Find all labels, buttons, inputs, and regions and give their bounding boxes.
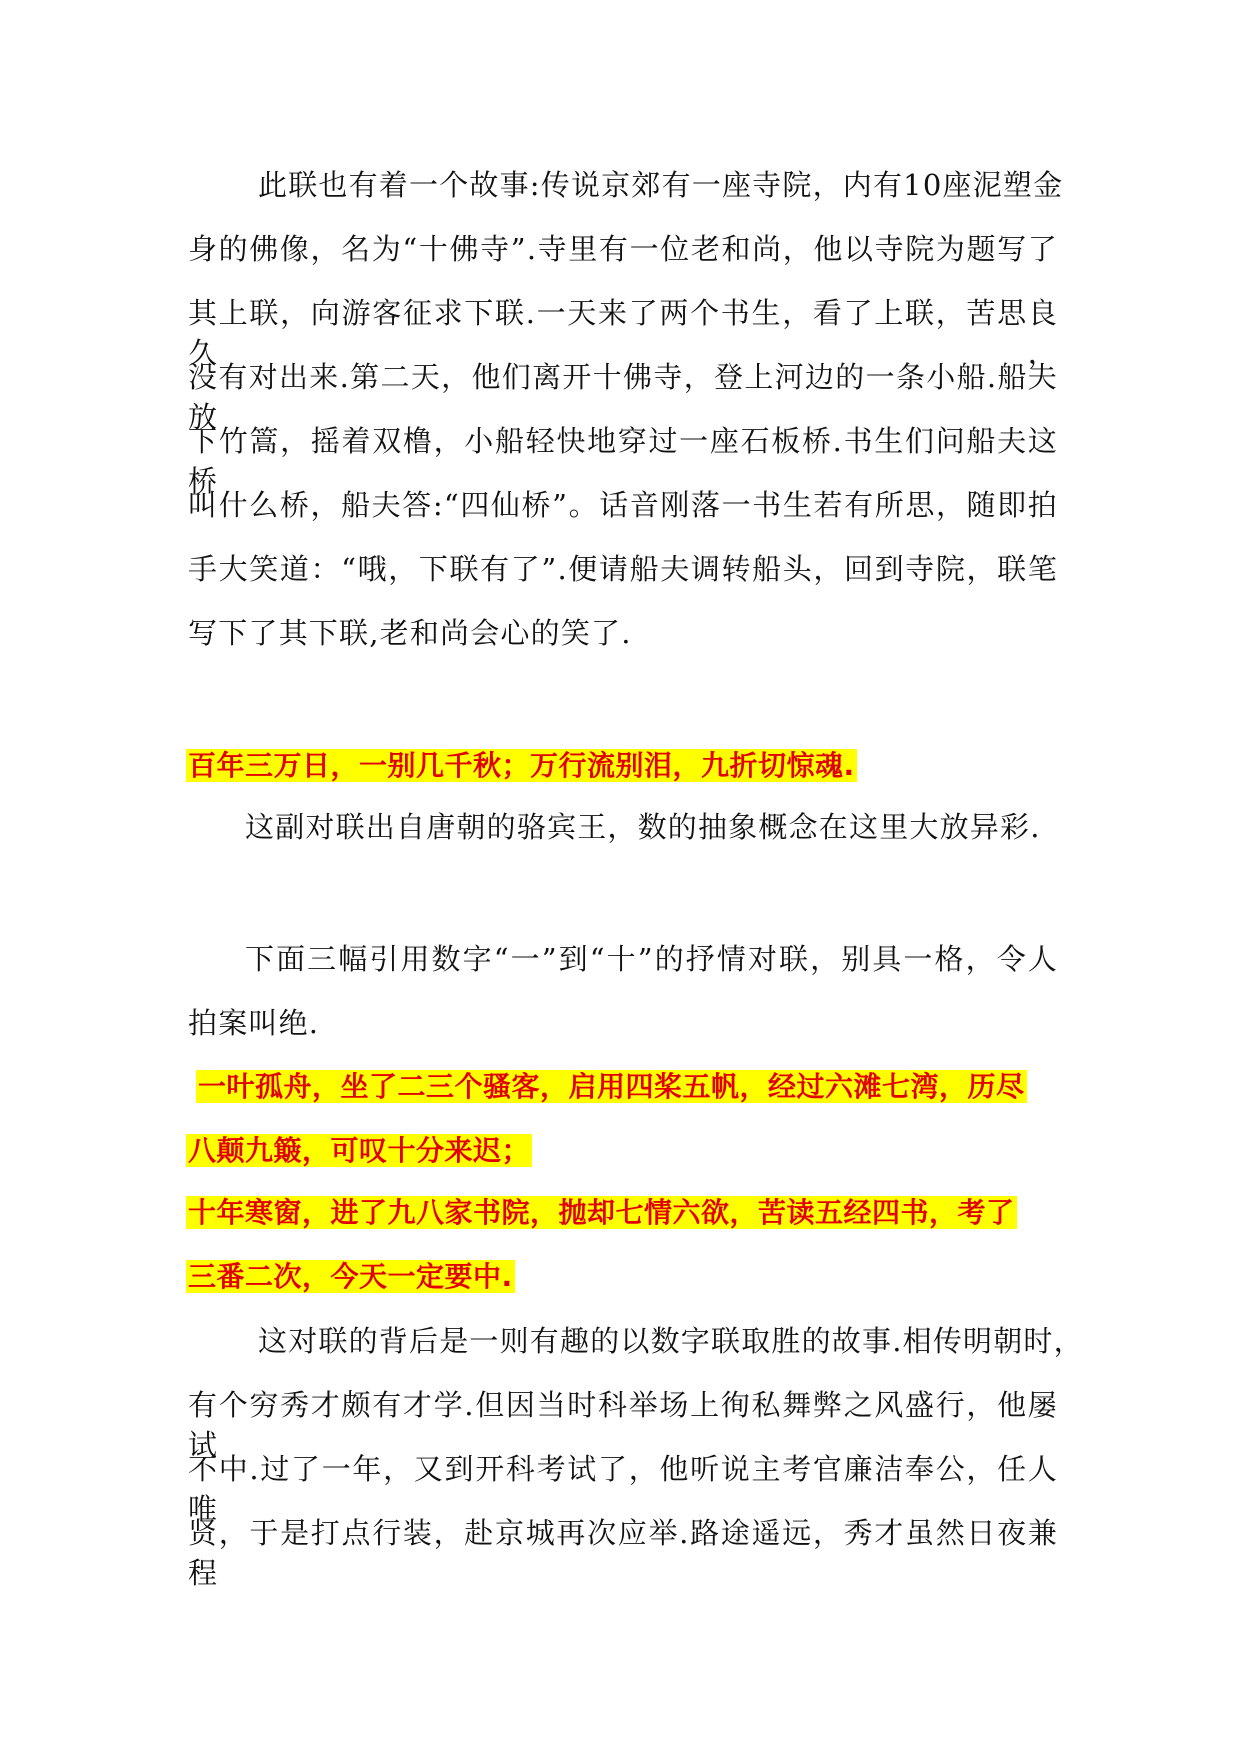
couplet1 <box>186 745 1056 785</box>
couplet2-lower-highlight-2: 三番二次，今天一定要中. <box>188 1260 513 1293</box>
story1-line-7: 手大笑道：“哦，下联有了”.便请船夫调转船头，回到寺院，联笔 <box>188 552 1058 586</box>
story2-line-1: 这对联的背后是一则有趣的以数字联取胜的故事.相传明朝时， <box>258 1324 1084 1358</box>
couplet2-lower-highlight-1: 十年寒窗，进了九八家书院，抛却七情六欲，苦读五经四书，考了 <box>188 1196 1015 1229</box>
intro-line-1: 下面三幅引用数字“一”到“十”的抒情对联，别具一格，令人 <box>245 942 1058 976</box>
couplet2-upper-highlight-2: 八颠九簸，可叹十分来迟； <box>188 1134 531 1167</box>
couplet2-upper-line-2 <box>186 1130 1056 1170</box>
intro-line-2: 拍案叫绝. <box>188 1006 320 1040</box>
couplet1-highlight: 百年三万日，一别几千秋；万行流别泪，九折切惊魂. <box>188 749 855 782</box>
couplet2-lower-line-2 <box>186 1256 1056 1296</box>
story1-line-4: 没有对出来.第二天，他们离开十佛寺，登上河边的一条小船.船夫放 <box>188 360 1058 434</box>
couplet2-upper-line-1 <box>196 1066 1066 1106</box>
story1-line-1: 此联也有着一个故事:传说京郊有一座寺院，内有10座泥塑金 <box>258 168 1064 202</box>
story1-line-3: 其上联，向游客征求下联.一天来了两个书生，看了上联，苦思良久， <box>188 296 1058 370</box>
note1: 这副对联出自唐朝的骆宾王，数的抽象概念在这里大放异彩. <box>245 810 1041 844</box>
story1-line-2: 身的佛像，名为“十佛寺”.寺里有一位老和尚，他以寺院为题写了 <box>188 232 1058 266</box>
couplet2-upper-highlight-1: 一叶孤舟，坐了二三个骚客，启用四桨五帆，经过六滩七湾，历尽 <box>198 1070 1025 1103</box>
story2-line-2: 有个穷秀才颇有才学.但因当时科举场上徇私舞弊之风盛行，他屡试 <box>188 1388 1058 1462</box>
story1-line-5: 下竹篙，摇着双橹，小船轻快地穿过一座石板桥.书生们问船夫这桥 <box>188 424 1058 498</box>
story2-line-3: 不中.过了一年，又到开科考试了，他听说主考官廉洁奉公，任人唯 <box>188 1452 1058 1526</box>
story1-line-8: 写下了其下联,老和尚会心的笑了. <box>188 616 632 650</box>
story1-line-6: 叫什么桥，船夫答:“四仙桥”。话音刚落一书生若有所思，随即拍 <box>188 488 1058 522</box>
couplet2-lower-line-1 <box>186 1192 1056 1232</box>
story2-line-4: 贤，于是打点行装，赴京城再次应举.路途遥远，秀才虽然日夜兼程 <box>188 1516 1058 1590</box>
